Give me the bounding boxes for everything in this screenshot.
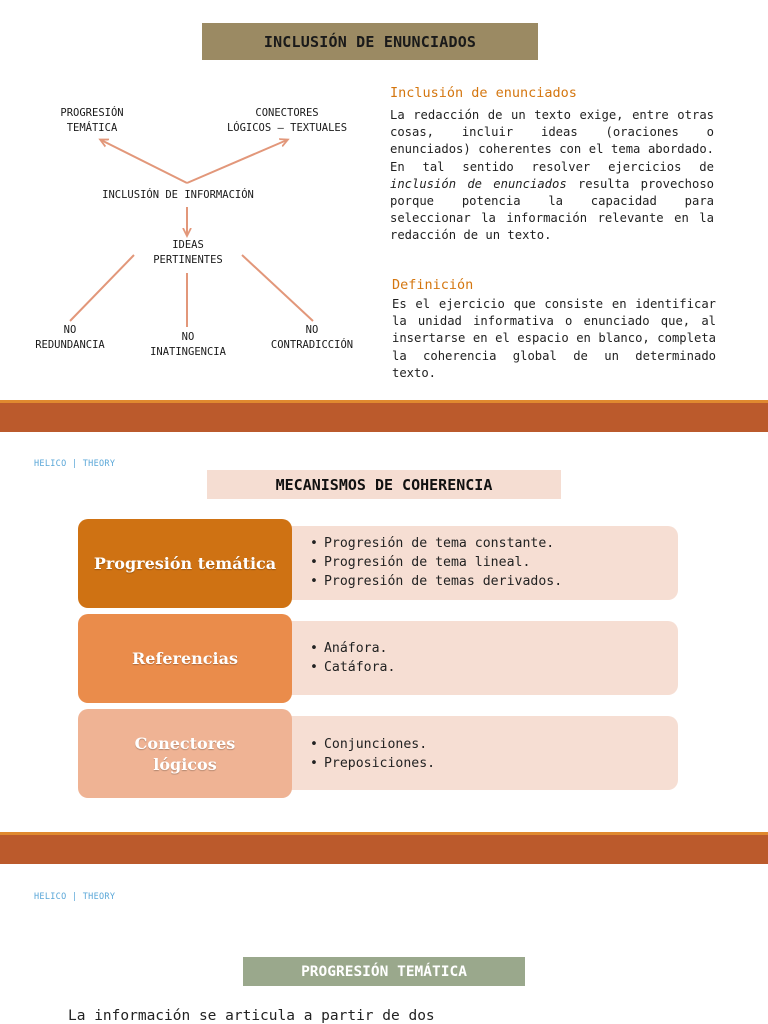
section-heading-definicion: Definición	[392, 277, 474, 293]
arrow-to-progresion	[101, 140, 187, 183]
divider-band-1	[0, 400, 768, 432]
slide3-title: PROGRESIÓN TEMÁTICA	[243, 957, 525, 986]
list-item: • Conjunciones.	[310, 735, 435, 754]
list-item: • Progresión de tema lineal.	[310, 553, 562, 572]
arrow-to-conectores	[187, 140, 287, 183]
list-item: • Preposiciones.	[310, 754, 435, 773]
row-list-conectores	[310, 735, 435, 773]
line-to-contradiccion	[242, 255, 313, 321]
header-tag: HELICO | THEORY	[34, 459, 116, 469]
diagram-node-progresion: PROGRESIÓN TEMÁTICA	[60, 107, 124, 134]
slide2-title: MECANISMOS DE COHERENCIA	[207, 470, 561, 499]
diagram-node-center: INCLUSIÓN DE INFORMACIÓN	[102, 189, 254, 201]
diagram-node-contradiccion: NO CONTRADICCIÓN	[270, 324, 354, 351]
diagram-node-inatingencia: NO INATINGENCIA	[150, 331, 226, 358]
section-text-inclusion: La redacción de un texto exige, entre otras cosas, incluir ideas (oraciones o enunciados) coherentes con el tema abordado. En tal sentido resolver ejercicios de inclusión de enunciados resulta provechoso porque potencia la capacidad para seleccionar la información relevante en la redacción de un texto.	[390, 108, 714, 243]
slide3-text: La información se articula a partir de dos	[68, 1008, 435, 1024]
list-item: • Progresión de temas derivados.	[310, 572, 562, 591]
list-item: • Anáfora.	[310, 639, 395, 658]
row-list-progresion	[310, 534, 562, 591]
row-key-conectores: Conectores lógicos	[78, 709, 292, 798]
section-text-definicion: Es el ejercicio que consiste en identificar la unidad informativa o enunciado que, al insertarse en el espacio en blanco, completa la coherencia global de un determinado texto.	[392, 297, 716, 380]
slide1-title: INCLUSIÓN DE ENUNCIADOS	[202, 23, 538, 60]
divider-band-2	[0, 832, 768, 864]
line-to-redundancia	[70, 255, 134, 321]
row-key-progresion: Progresión temática	[78, 519, 292, 608]
list-item: • Catáfora.	[310, 658, 395, 677]
row-list-referencias	[310, 639, 395, 677]
list-item: • Progresión de tema constante.	[310, 534, 562, 553]
diagram-node-ideas: IDEAS PERTINENTES	[153, 239, 223, 266]
diagram-node-redundancia: NO REDUNDANCIA	[35, 324, 105, 351]
header-tag: HELICO | THEORY	[34, 892, 116, 902]
diagram-node-conectores: CONECTORES LÓGICOS – TEXTUALES	[226, 107, 348, 134]
row-key-referencias: Referencias	[78, 614, 292, 703]
section-heading-inclusion: Inclusión de enunciados	[390, 85, 577, 101]
